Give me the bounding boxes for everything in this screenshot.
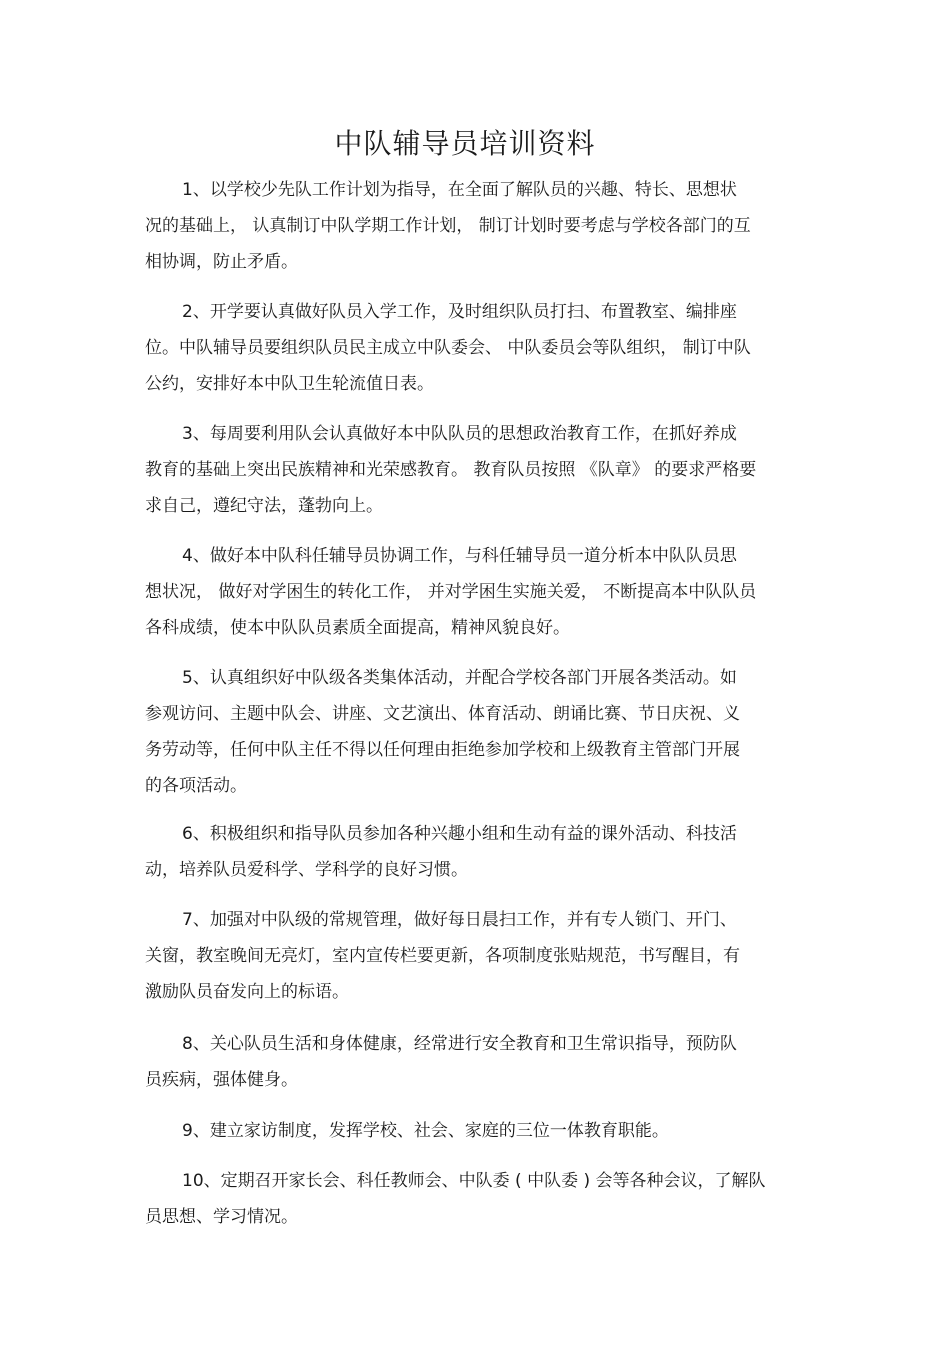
paragraph-line: 相协调，防止矛盾。 bbox=[145, 252, 298, 272]
paragraph-line: 9、建立家访制度，发挥学校、社会、家庭的三位一体教育职能。 bbox=[182, 1121, 669, 1141]
paragraph-line: 况的基础上， 认真制订中队学期工作计划， 制订计划时要考虑与学校各部门的互 bbox=[145, 216, 751, 236]
paragraph-line: 2、开学要认真做好队员入学工作，及时组织队员打扫、布置教室、编排座 bbox=[182, 302, 737, 322]
paragraph-line: 员思想、学习情况。 bbox=[145, 1207, 298, 1227]
paragraph-line: 8、关心队员生活和身体健康，经常进行安全教育和卫生常识指导，预防队 bbox=[182, 1034, 737, 1054]
paragraph-line: 3、每周要利用队会认真做好本中队队员的思想政治教育工作，在抓好养成 bbox=[182, 424, 737, 444]
paragraph-line: 激励队员奋发向上的标语。 bbox=[145, 982, 349, 1002]
paragraph-4 bbox=[145, 538, 810, 646]
paragraph-line: 员疾病，强体健身。 bbox=[145, 1070, 298, 1090]
paragraph-line: 的各项活动。 bbox=[145, 776, 247, 796]
paragraph-line: 想状况， 做好对学困生的转化工作， 并对学困生实施关爱， 不断提高本中队队员 bbox=[145, 582, 757, 602]
paragraph-10 bbox=[145, 1163, 810, 1235]
paragraph-line: 5、认真组织好中队级各类集体活动，并配合学校各部门开展各类活动。如 bbox=[182, 668, 737, 688]
paragraph-line: 公约，安排好本中队卫生轮流值日表。 bbox=[145, 374, 434, 394]
paragraph-line: 教育的基础上突出民族精神和光荣感教育。 教育队员按照 《队章》 的要求严格要 bbox=[145, 460, 757, 480]
paragraph-7 bbox=[145, 902, 810, 1010]
paragraph-line: 4、做好本中队科任辅导员协调工作，与科任辅导员一道分析本中队队员思 bbox=[182, 546, 737, 566]
paragraph-line: 1、以学校少先队工作计划为指导，在全面了解队员的兴趣、特长、思想状 bbox=[182, 180, 737, 200]
paragraph-5 bbox=[145, 660, 810, 804]
paragraph-line: 10、定期召开家长会、科任教师会、中队委 ( 中队委 ) 会等各种会议，了解队 bbox=[182, 1171, 766, 1191]
paragraph-9 bbox=[145, 1113, 810, 1149]
paragraph-6 bbox=[145, 816, 810, 888]
paragraph-2 bbox=[145, 294, 810, 402]
paragraph-line: 各科成绩，使本中队队员素质全面提高，精神风貌良好。 bbox=[145, 618, 570, 638]
paragraph-8 bbox=[145, 1026, 810, 1098]
paragraph-line: 关窗，教室晚间无亮灯，室内宣传栏要更新，各项制度张贴规范，书写醒目，有 bbox=[145, 946, 740, 966]
paragraph-line: 求自己，遵纪守法，蓬勃向上。 bbox=[145, 496, 383, 516]
paragraph-line: 7、加强对中队级的常规管理，做好每日晨扫工作，并有专人锁门、开门、 bbox=[182, 910, 737, 930]
paragraph-3 bbox=[145, 416, 810, 524]
paragraph-line: 参观访问、主题中队会、讲座、文艺演出、体育活动、朗诵比赛、节日庆祝、义 bbox=[145, 704, 740, 724]
paragraph-line: 务劳动等，任何中队主任不得以任何理由拒绝参加学校和上级教育主管部门开展 bbox=[145, 740, 740, 760]
paragraph-line: 位。中队辅导员要组织队员民主成立中队委会、 中队委员会等队组织， 制订中队 bbox=[145, 338, 751, 358]
paragraph-1 bbox=[145, 172, 810, 280]
paragraph-line: 6、积极组织和指导队员参加各种兴趣小组和生动有益的课外活动、科技活 bbox=[182, 824, 737, 844]
document-title: 中队辅导员培训资料 bbox=[334, 127, 596, 160]
paragraph-line: 动，培养队员爱科学、学科学的良好习惯。 bbox=[145, 860, 468, 880]
